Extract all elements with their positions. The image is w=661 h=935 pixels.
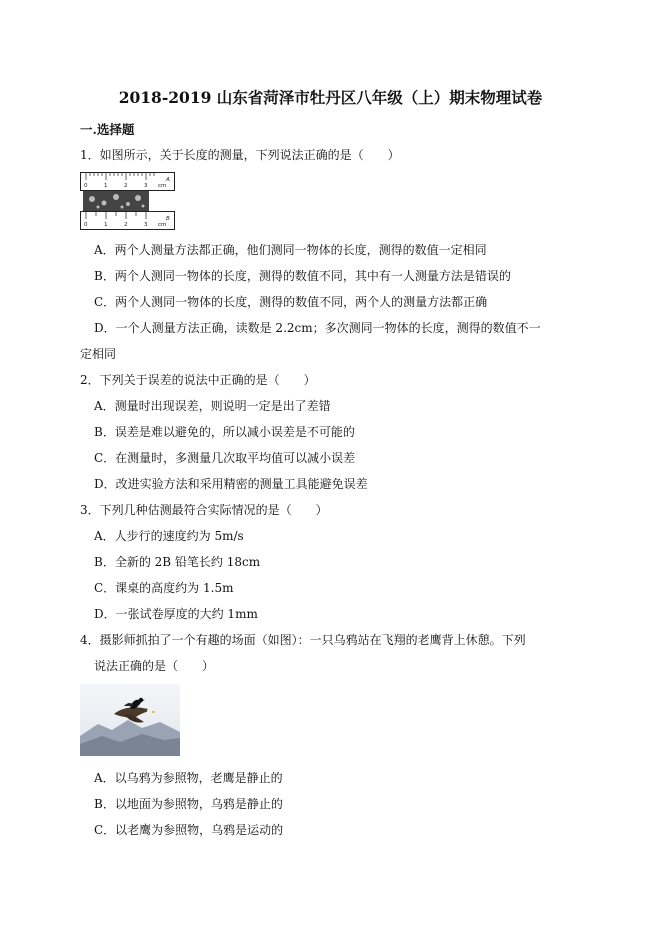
question-2-option-d: D．改进实验方法和采用精密的测量工具能避免误差 xyxy=(94,477,368,491)
question-1-option-a: A．两个人测量方法都正确，他们测同一物体的长度，测得的数值一定相同 xyxy=(94,243,487,257)
question-2-option-a: A．测量时出现误差，则说明一定是出了差错 xyxy=(94,399,331,413)
ruler-a-tick-0: 0 xyxy=(84,183,88,189)
question-2-stem: 2．下列关于误差的说法中正确的是（ ） xyxy=(80,373,316,387)
section-heading: 一.选择题 xyxy=(80,122,135,137)
ruler-b-tick-1: 1 xyxy=(104,222,108,228)
question-4-option-a: A．以乌鸦为参照物，老鹰是静止的 xyxy=(94,771,283,785)
ruler-b-tick-0: 0 xyxy=(84,222,88,228)
question-3-option-a: A．人步行的速度约为 5m/s xyxy=(94,529,244,543)
ruler-b-tick-3: 3 xyxy=(144,222,148,228)
question-1-option-b: B．两个人测同一物体的长度，测得的数值不同，其中有一人测量方法是错误的 xyxy=(94,269,511,283)
question-3-option-c: C．课桌的高度约为 1.5m xyxy=(94,581,234,595)
page-title: 2018-2019 山东省菏泽市牡丹区八年级（上）期末物理试卷 xyxy=(118,88,543,107)
ruler-b-label: B xyxy=(166,216,170,222)
ruler-a-tick-3: 3 xyxy=(144,183,148,189)
ruler-b-unit: cm xyxy=(158,222,167,228)
question-2-option-c: C．在测量时，多测量几次取平均值可以减小误差 xyxy=(94,451,356,465)
question-1-stem: 1．如图所示，关于长度的测量，下列说法正确的是（ ） xyxy=(80,148,400,162)
ruler-a-tick-2: 2 xyxy=(124,183,128,189)
question-4-option-b: B．以地面为参照物，乌鸦是静止的 xyxy=(94,797,283,811)
ruler-a-tick-1: 1 xyxy=(104,183,108,189)
question-1-option-c: C．两个人测同一物体的长度，测得的数值不同，两个人的测量方法都正确 xyxy=(94,295,488,309)
ruler-a-label: A xyxy=(166,177,170,183)
question-1-option-d: D．一个人测量方法正确，读数是 2.2cm；多次测同一物体的长度，测得的数值不一 xyxy=(94,321,541,335)
question-3-stem: 3．下列几种估测最符合实际情况的是（ ） xyxy=(80,503,328,517)
question-1-option-d-continued: 定相同 xyxy=(80,347,117,361)
question-4-stem: 4．摄影师抓拍了一个有趣的场面（如图）：一只乌鸦站在飞翔的老鹰背上休憩。下列 xyxy=(80,633,526,647)
question-3-option-d: D．一张试卷厚度的大约 1mm xyxy=(94,607,258,621)
question-4-stem-continued: 说法正确的是（ ） xyxy=(94,659,215,673)
crow-eagle-photo xyxy=(80,684,180,756)
ruler-figure xyxy=(80,172,175,230)
question-3-option-b: B．全新的 2B 铅笔长约 18cm xyxy=(94,555,261,569)
question-2-option-b: B．误差是难以避免的，所以减小误差是不可能的 xyxy=(94,425,355,439)
question-4-option-c: C．以老鹰为参照物，乌鸦是运动的 xyxy=(94,823,284,837)
ruler-a-unit: cm xyxy=(158,183,167,189)
ruler-b-tick-2: 2 xyxy=(124,222,128,228)
